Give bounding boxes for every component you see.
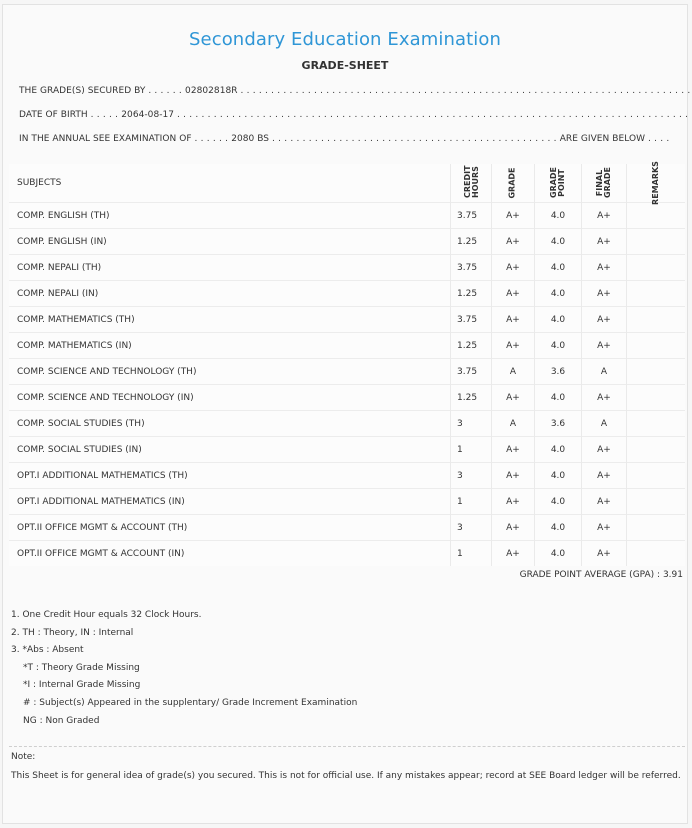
exam-year: 2080 BS [231, 134, 270, 144]
header-grade-point-cell [535, 164, 582, 203]
credit-hours-cell: 3.75 [451, 359, 492, 385]
legend-notes [11, 607, 357, 730]
grade-point-cell: 4.0 [535, 281, 582, 307]
subject-cell: COMP. SCIENCE AND TECHNOLOGY (TH) [9, 359, 451, 385]
credit-hours-cell: 1.25 [451, 333, 492, 359]
header-grade: GRADE [508, 167, 517, 199]
credit-hours-cell: 3.75 [451, 203, 492, 229]
credit-hours-cell: 1.25 [451, 281, 492, 307]
credit-hours-cell: 3.75 [451, 307, 492, 333]
table-row [9, 411, 685, 437]
grade-point-cell: 4.0 [535, 307, 582, 333]
grade-cell: A+ [492, 541, 535, 567]
grade-cell: A+ [492, 307, 535, 333]
credit-hours-cell: 3 [451, 515, 492, 541]
grade-cell: A+ [492, 333, 535, 359]
remarks-cell [627, 255, 686, 281]
final-grade-cell: A+ [582, 333, 627, 359]
gpa-label: GRADE POINT AVERAGE (GPA) : [519, 570, 661, 580]
subject-cell: OPT.I ADDITIONAL MATHEMATICS (TH) [9, 463, 451, 489]
table-row [9, 463, 685, 489]
credit-hours-cell: 3 [451, 463, 492, 489]
note-item: 1. One Credit Hour equals 32 Clock Hours. [11, 610, 202, 620]
credit-hours-cell: 1.25 [451, 385, 492, 411]
dob-value: 2064-08-17 [121, 110, 175, 120]
grade-cell: A+ [492, 229, 535, 255]
header-credit-hours-cell [451, 164, 492, 203]
table-row [9, 333, 685, 359]
subject-cell: COMP. SCIENCE AND TECHNOLOGY (IN) [9, 385, 451, 411]
grade-point-cell: 4.0 [535, 385, 582, 411]
subject-cell: COMP. NEPALI (TH) [9, 255, 451, 281]
table-row [9, 359, 685, 385]
remarks-cell [627, 515, 686, 541]
final-grade-cell: A [582, 411, 627, 437]
exam-label: IN THE ANNUAL SEE EXAMINATION OF [19, 134, 192, 144]
note-item: *T : Theory Grade Missing [23, 662, 140, 673]
grade-point-cell: 4.0 [535, 515, 582, 541]
credit-hours-cell: 1.25 [451, 229, 492, 255]
given-below: ARE GIVEN BELOW [559, 134, 646, 144]
note-item: 3. *Abs : Absent [11, 645, 84, 656]
remarks-cell [627, 333, 686, 359]
grade-point-cell: 4.0 [535, 203, 582, 229]
header-remarks-cell [627, 161, 686, 205]
remarks-cell [627, 489, 686, 515]
secured-by-line: THE GRADE(S) SECURED BY . . . . . . 02802818R . . . . . . . . . . . . . . . . . . . . . . . . . . . . . . . . . . . . . . . . . . . . . . . . . . . . . . . . . . . . . . . . . . . . . . . . . . [19, 86, 691, 96]
grade-cell: A [492, 359, 535, 385]
grade-point-cell: 4.0 [535, 333, 582, 359]
remarks-cell [627, 541, 686, 567]
subject-cell: COMP. SOCIAL STUDIES (TH) [9, 411, 451, 437]
grade-cell: A+ [492, 463, 535, 489]
symbol-number: 02802818R [185, 86, 238, 96]
table-row [9, 203, 685, 229]
header-remarks: REMARKS [651, 161, 660, 205]
divider [9, 746, 685, 747]
grade-cell: A+ [492, 489, 535, 515]
grade-point-cell: 3.6 [535, 359, 582, 385]
final-grade-cell: A+ [582, 281, 627, 307]
grade-rows [9, 203, 685, 567]
exam-title: Secondary Education Examination [189, 29, 501, 50]
grade-point-cell: 4.0 [535, 229, 582, 255]
grade-cell: A+ [492, 203, 535, 229]
header-credit-hours: CREDIT HOURS [463, 164, 480, 198]
footer-note-label: Note: [11, 752, 36, 762]
grade-cell: A+ [492, 515, 535, 541]
grade-cell: A+ [492, 437, 535, 463]
final-grade-cell: A+ [582, 437, 627, 463]
table-row [9, 385, 685, 411]
final-grade-cell: A+ [582, 463, 627, 489]
remarks-cell [627, 411, 686, 437]
note-item: # : Subject(s) Appeared in the supplentary/ Grade Increment Examination [23, 697, 358, 708]
remarks-cell [627, 463, 686, 489]
table-header-row [9, 164, 685, 203]
grade-point-cell: 3.6 [535, 411, 582, 437]
dob-label: DATE OF BIRTH [19, 110, 88, 120]
credit-hours-cell: 3.75 [451, 255, 492, 281]
remarks-cell [627, 203, 686, 229]
note-item: NG : Non Graded [23, 715, 100, 726]
subject-cell: COMP. ENGLISH (IN) [9, 229, 451, 255]
credit-hours-cell: 1 [451, 489, 492, 515]
grade-cell: A+ [492, 385, 535, 411]
subject-cell: OPT.II OFFICE MGMT & ACCOUNT (IN) [9, 541, 451, 567]
gpa-line [520, 570, 683, 580]
grade-point-cell: 4.0 [535, 437, 582, 463]
subject-cell: COMP. MATHEMATICS (IN) [9, 333, 451, 359]
grade-cell: A [492, 411, 535, 437]
final-grade-cell: A+ [582, 255, 627, 281]
remarks-cell [627, 359, 686, 385]
credit-hours-cell: 3 [451, 411, 492, 437]
final-grade-cell: A+ [582, 307, 627, 333]
final-grade-cell: A+ [582, 203, 627, 229]
grade-point-cell: 4.0 [535, 255, 582, 281]
table-row [9, 281, 685, 307]
subject-cell: OPT.I ADDITIONAL MATHEMATICS (IN) [9, 489, 451, 515]
subject-cell: COMP. ENGLISH (TH) [9, 203, 451, 229]
note-item: *I : Internal Grade Missing [23, 680, 141, 691]
remarks-cell [627, 437, 686, 463]
footer-note-text: This Sheet is for general idea of grade(s) you secured. This is not for official use. If any mistakes appear; record at SEE Board ledger will be referred. [11, 771, 681, 781]
grade-sheet-heading: GRADE-SHEET [301, 59, 389, 72]
header-final-grade-cell [582, 164, 627, 203]
final-grade-cell: A+ [582, 515, 627, 541]
header-final-grade: FINAL GRADE [595, 166, 612, 198]
remarks-cell [627, 281, 686, 307]
grades-table [9, 161, 685, 566]
subject-cell: COMP. SOCIAL STUDIES (IN) [9, 437, 451, 463]
grade-cell: A+ [492, 281, 535, 307]
table-row [9, 489, 685, 515]
subject-cell: OPT.II OFFICE MGMT & ACCOUNT (TH) [9, 515, 451, 541]
subject-cell: COMP. MATHEMATICS (TH) [9, 307, 451, 333]
table-row [9, 229, 685, 255]
secured-by-label: THE GRADE(S) SECURED BY [19, 86, 146, 96]
table-row [9, 255, 685, 281]
table-row [9, 437, 685, 463]
grade-cell: A+ [492, 255, 535, 281]
table-row [9, 541, 685, 567]
remarks-cell [627, 229, 686, 255]
grade-point-cell: 4.0 [535, 463, 582, 489]
credit-hours-cell: 1 [451, 541, 492, 567]
final-grade-cell: A+ [582, 541, 627, 567]
credit-hours-cell: 1 [451, 437, 492, 463]
final-grade-cell: A [582, 359, 627, 385]
table-row [9, 515, 685, 541]
subject-cell: COMP. NEPALI (IN) [9, 281, 451, 307]
remarks-cell [627, 385, 686, 411]
grade-point-cell: 4.0 [535, 541, 582, 567]
table-row [9, 307, 685, 333]
header-grade-cell [492, 164, 535, 203]
header-grade-point: GRADE POINT [549, 166, 566, 198]
remarks-cell [627, 307, 686, 333]
grade-point-cell: 4.0 [535, 489, 582, 515]
gpa-value: 3.91 [662, 570, 683, 580]
dob-line: DATE OF BIRTH . . . . . 2064-08-17 . . . . . . . . . . . . . . . . . . . . . . . . . . . . . . . . . . . . . . . . . . . . . . . . . . . . . . . . . . . . . . . . . . . . . . . . . . . . . . . . . . . . [19, 110, 689, 120]
header-subjects: SUBJECTS [9, 164, 451, 203]
final-grade-cell: A+ [582, 385, 627, 411]
final-grade-cell: A+ [582, 229, 627, 255]
grade-sheet [2, 4, 691, 824]
exam-line: IN THE ANNUAL SEE EXAMINATION OF . . . . . . 2080 BS . . . . . . . . . . . . . . . . . . . . . . . . . . . . . . . . . . . . . . . . . . . . . . . ARE GIVEN BELOW . . . . [19, 134, 670, 144]
final-grade-cell: A+ [582, 489, 627, 515]
note-item: 2. TH : Theory, IN : Internal [11, 627, 134, 638]
